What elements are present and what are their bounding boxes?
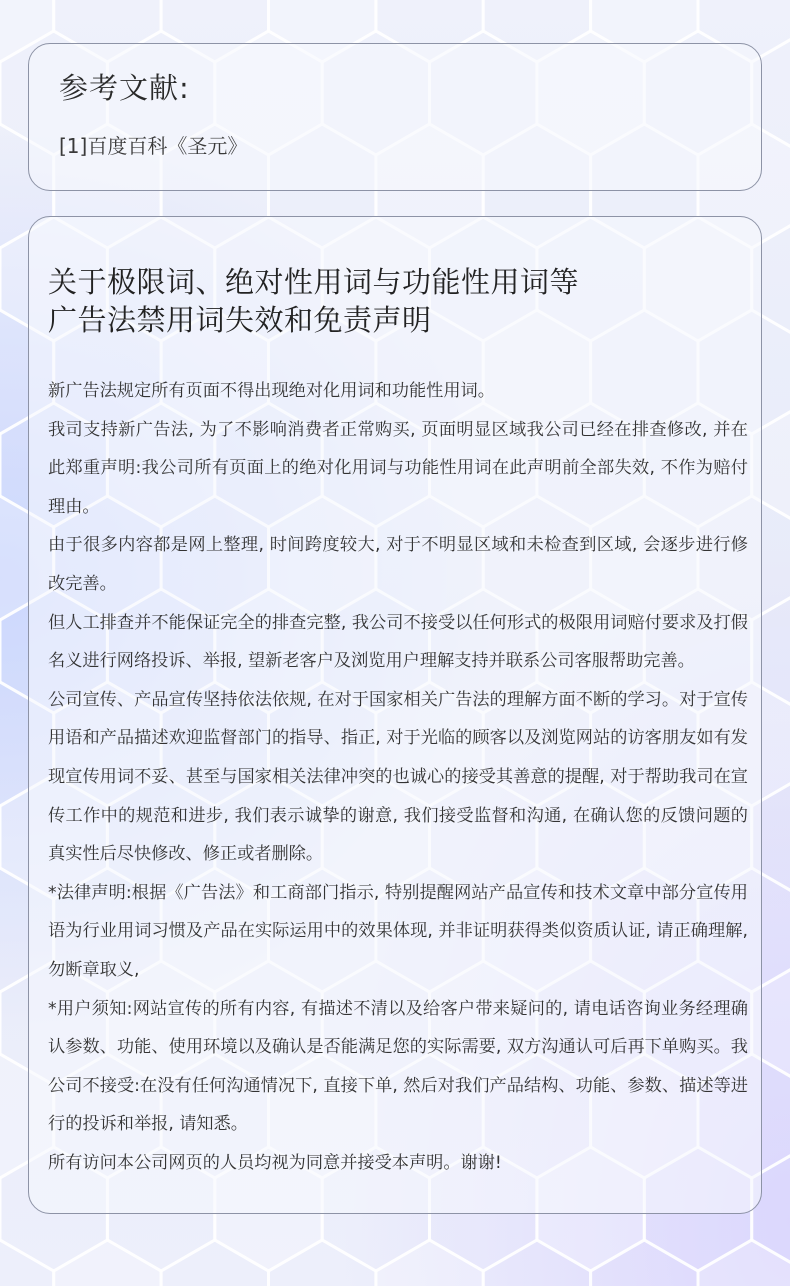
- reference-item: [1]百度百科《圣元》: [59, 134, 248, 158]
- disclaimer-body: [48, 372, 748, 1182]
- disclaimer-paragraph: 公司宣传、产品宣传坚持依法依规, 在对于国家相关广告法的理解方面不断的学习。对于宣传用语和产品描述欢迎监督部门的指导、指正, 对于光临的顾客以及浏览网站的访客朋友如有发现宣传用词不妥、甚至与国家相关法律冲突的也诚心的接受其善意的提醒, 对于帮助我司在宣传工作中的规范和进步, 我们表示诚挚的谢意, 我们接受监督和沟通, 在确认您的反馈问题的真实性后尽快修改、修正或者删除。: [48, 689, 748, 865]
- disclaimer-paragraph: 所有访问本公司网页的人员均视为同意并接受本声明。谢谢!: [48, 1152, 502, 1173]
- references-title: 参考文献:: [59, 71, 190, 105]
- disclaimer-title-line: 广告法禁用词失效和免责声明: [48, 303, 432, 337]
- disclaimer-paragraph: 我司支持新广告法, 为了不影响消费者正常购买, 页面明显区域我公司已经在排查修改, 并在此郑重声明:我公司所有页面上的绝对化用词与功能性用词在此声明前全部失效, 不作为赔付理由。: [48, 419, 748, 517]
- disclaimer-paragraph: 由于很多内容都是网上整理, 时间跨度较大, 对于不明显区域和未检查到区域, 会逐步进行修改完善。: [48, 535, 748, 594]
- disclaimer-paragraph: *用户须知:网站宣传的所有内容, 有描述不清以及给客户带来疑问的, 请电话咨询业务经理确认参数、功能、使用环境以及确认是否能满足您的实际需要, 双方沟通认可后再下单购买。我公司不接受:在没有任何沟通情况下, 直接下单, 然后对我们产品结构、功能、参数、描述等进行的投诉和举报, 请知悉。: [48, 998, 748, 1135]
- disclaimer-title: [48, 263, 579, 339]
- disclaimer-title-line: 关于极限词、绝对性用词与功能性用词等: [48, 265, 580, 299]
- references-list: [59, 130, 247, 159]
- disclaimer-paragraph: *法律声明:根据《广告法》和工商部门指示, 特别提醒网站产品宣传和技术文章中部分宣传用语为行业用词习惯及产品在实际运用中的效果体现, 并非证明获得类似资质认证, 请正确理解, 勿断章取义,: [48, 882, 748, 980]
- disclaimer-paragraph: 新广告法规定所有页面不得出现绝对化用词和功能性用词。: [48, 381, 495, 401]
- disclaimer-paragraph: 但人工排查并不能保证完全的排查完整, 我公司不接受以任何形式的极限用词赔付要求及打假名义进行网络投诉、举报, 望新老客户及浏览用户理解支持并联系公司客服帮助完善。: [48, 612, 748, 672]
- disclaimer-card: [28, 216, 762, 1214]
- references-card: [28, 43, 762, 191]
